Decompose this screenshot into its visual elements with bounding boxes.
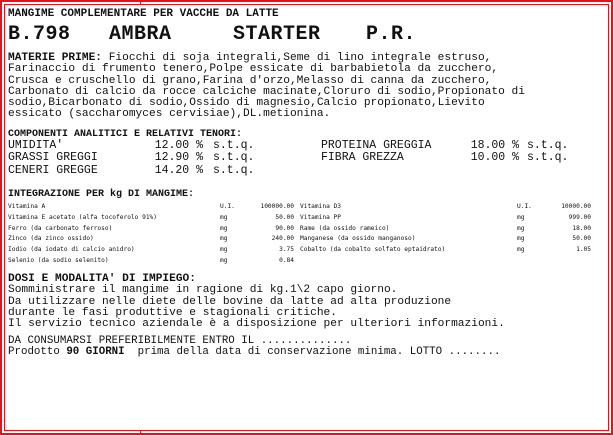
- additive-name: Zinco (da zinco ossido): [8, 235, 94, 243]
- additive-name: Cobalto (da cobalto solfato eptaidrato): [300, 246, 446, 254]
- additive-unit: U.I.: [517, 203, 532, 210]
- additive-value: 240.00: [271, 235, 294, 243]
- best-before-line: DA CONSUMARSI PREFERIBILMENTE ENTRO IL ..............: [8, 334, 352, 347]
- ingredients-line: sodio,Bicarbonato di sodio,Ossido di magnesio,Calcio propionato,Lievito: [8, 97, 485, 110]
- additive-unit: mg: [220, 246, 228, 254]
- component-value: 12.90 %: [154, 151, 203, 165]
- border-mark-top: [140, 0, 141, 4]
- additive-value: 18.00: [572, 224, 591, 232]
- additive-unit: mg: [220, 224, 228, 232]
- border-mark-bottom: [140, 431, 141, 435]
- product-code: B.798: [8, 23, 71, 46]
- expiry-block: [8, 336, 605, 359]
- component-value: 14.20 %: [154, 163, 203, 177]
- component-unit: s.t.q.: [213, 138, 255, 152]
- dosage-line: Somministrare il mangime in ragione di kg.1\2 capo giorno.: [8, 284, 398, 297]
- table-row: [8, 165, 568, 177]
- dosage-line: Da utilizzare nelle diete delle bovine da latte ad alta produzione: [8, 295, 452, 308]
- additive-value: 90.00: [275, 224, 294, 232]
- product-name-2: STARTER: [233, 23, 321, 46]
- component-unit: s.t.q.: [213, 151, 255, 165]
- additive-unit: mg: [220, 213, 228, 221]
- additive-name: Vitamina E acetato (alfa tocoferolo 91%): [8, 213, 158, 221]
- additive-value: 50.00: [275, 213, 294, 221]
- additive-value: 3.75: [279, 246, 294, 254]
- additive-value: 1.05: [576, 246, 591, 254]
- table-row: [8, 152, 568, 164]
- component-name: PROTEINA GREGGIA: [321, 138, 432, 152]
- additive-unit: mg: [517, 235, 525, 243]
- component-name: CENERI GREGGE: [8, 163, 98, 177]
- component-unit: s.t.q.: [527, 138, 569, 152]
- additive-name: Selenio (da sodio selenito): [8, 256, 109, 264]
- additive-name: Rame (da ossido rameico): [300, 224, 390, 232]
- shelf-life: 90 GIORNI: [66, 346, 125, 359]
- ingredients-label: MATERIE PRIME:: [8, 52, 102, 64]
- component-name: UMIDITA': [8, 138, 64, 152]
- product-title: [8, 23, 605, 46]
- table-row: [8, 224, 591, 235]
- additive-value: 999.00: [568, 213, 591, 221]
- table-row: [8, 202, 591, 213]
- ingredients-block: [8, 53, 605, 121]
- additive-unit: mg: [517, 213, 525, 221]
- component-name: FIBRA GREZZA: [321, 151, 404, 165]
- integration-table: [8, 202, 591, 267]
- component-unit: s.t.q.: [527, 151, 569, 165]
- feed-label: [8, 8, 605, 359]
- additive-value: 50.00: [572, 235, 591, 243]
- product-category: MANGIME COMPLEMENTARE PER VACCHE DA LATTE: [8, 8, 279, 20]
- lot-line: [8, 347, 605, 359]
- analytical-components-table: [8, 140, 568, 177]
- product-suffix: P.R.: [366, 23, 417, 46]
- table-row: [8, 245, 591, 256]
- component-unit: s.t.q.: [213, 163, 255, 177]
- product-name-1: AMBRA: [109, 23, 172, 46]
- lot-prefix: Prodotto: [8, 346, 67, 359]
- additive-value: 100000.00: [260, 203, 294, 210]
- additive-name: Vitamina A: [8, 203, 46, 210]
- dosage-block: [8, 274, 605, 331]
- additive-value: 10000.00: [561, 203, 591, 210]
- additive-value: 0.84: [279, 256, 294, 264]
- table-row: [8, 213, 591, 224]
- ingredients-line: MATERIE PRIME: Fiocchi di soja integrali,Seme di lino integrale estruso,: [8, 52, 492, 64]
- lot-suffix: prima della data di conservazione minima. LOTTO ........: [124, 346, 501, 359]
- integration-title: INTEGRAZIONE PER kg DI MANGIME:: [8, 189, 195, 200]
- ingredients-line: Carbonato di calcio da rocce calciche macinate,Cloruro di sodio,Propionato di: [8, 85, 525, 98]
- additive-name: Manganese (da ossido manganoso): [300, 235, 416, 243]
- additive-name: Ferro (da carbonato ferroso): [8, 224, 113, 232]
- dosage-title: DOSI E MODALITA' DI IMPIEGO:: [8, 272, 196, 285]
- component-value: 18.00 %: [470, 138, 519, 152]
- component-value: 12.00 %: [154, 138, 203, 152]
- additive-name: Iodio (da iodato di calcio anidro): [8, 246, 135, 254]
- table-row: [8, 256, 591, 267]
- ingredients-line: Crusca e cruschello di grano,Farina d'orzo,Melasso di canna da zucchero,: [8, 74, 492, 87]
- additive-unit: mg: [220, 256, 228, 264]
- additive-unit: mg: [220, 235, 228, 243]
- analytical-components-title: COMPONENTI ANALITICI E RELATIVI TENORI:: [8, 128, 243, 140]
- additive-unit: mg: [517, 246, 525, 254]
- dosage-line: Il servizio tecnico aziendale è a disposizione per ulteriori informazioni.: [8, 318, 505, 331]
- additive-name: Vitamina D3: [300, 203, 341, 210]
- table-row: [8, 234, 591, 245]
- additive-unit: U.I.: [220, 203, 235, 210]
- dosage-line: durante le fasi produttive e stagionali critiche.: [8, 307, 337, 319]
- component-value: 10.00 %: [470, 151, 519, 165]
- ingredients-line: Farinaccio di frumento tenero,Polpe essicate di barbabietola da zucchero,: [8, 63, 499, 76]
- additive-unit: mg: [517, 224, 525, 232]
- ingredients-line: essicato (saccharomyces cervisiae),DL.metionina.: [8, 108, 331, 121]
- component-name: GRASSI GREGGI: [8, 151, 98, 165]
- additive-name: Vitamina PP: [300, 213, 341, 221]
